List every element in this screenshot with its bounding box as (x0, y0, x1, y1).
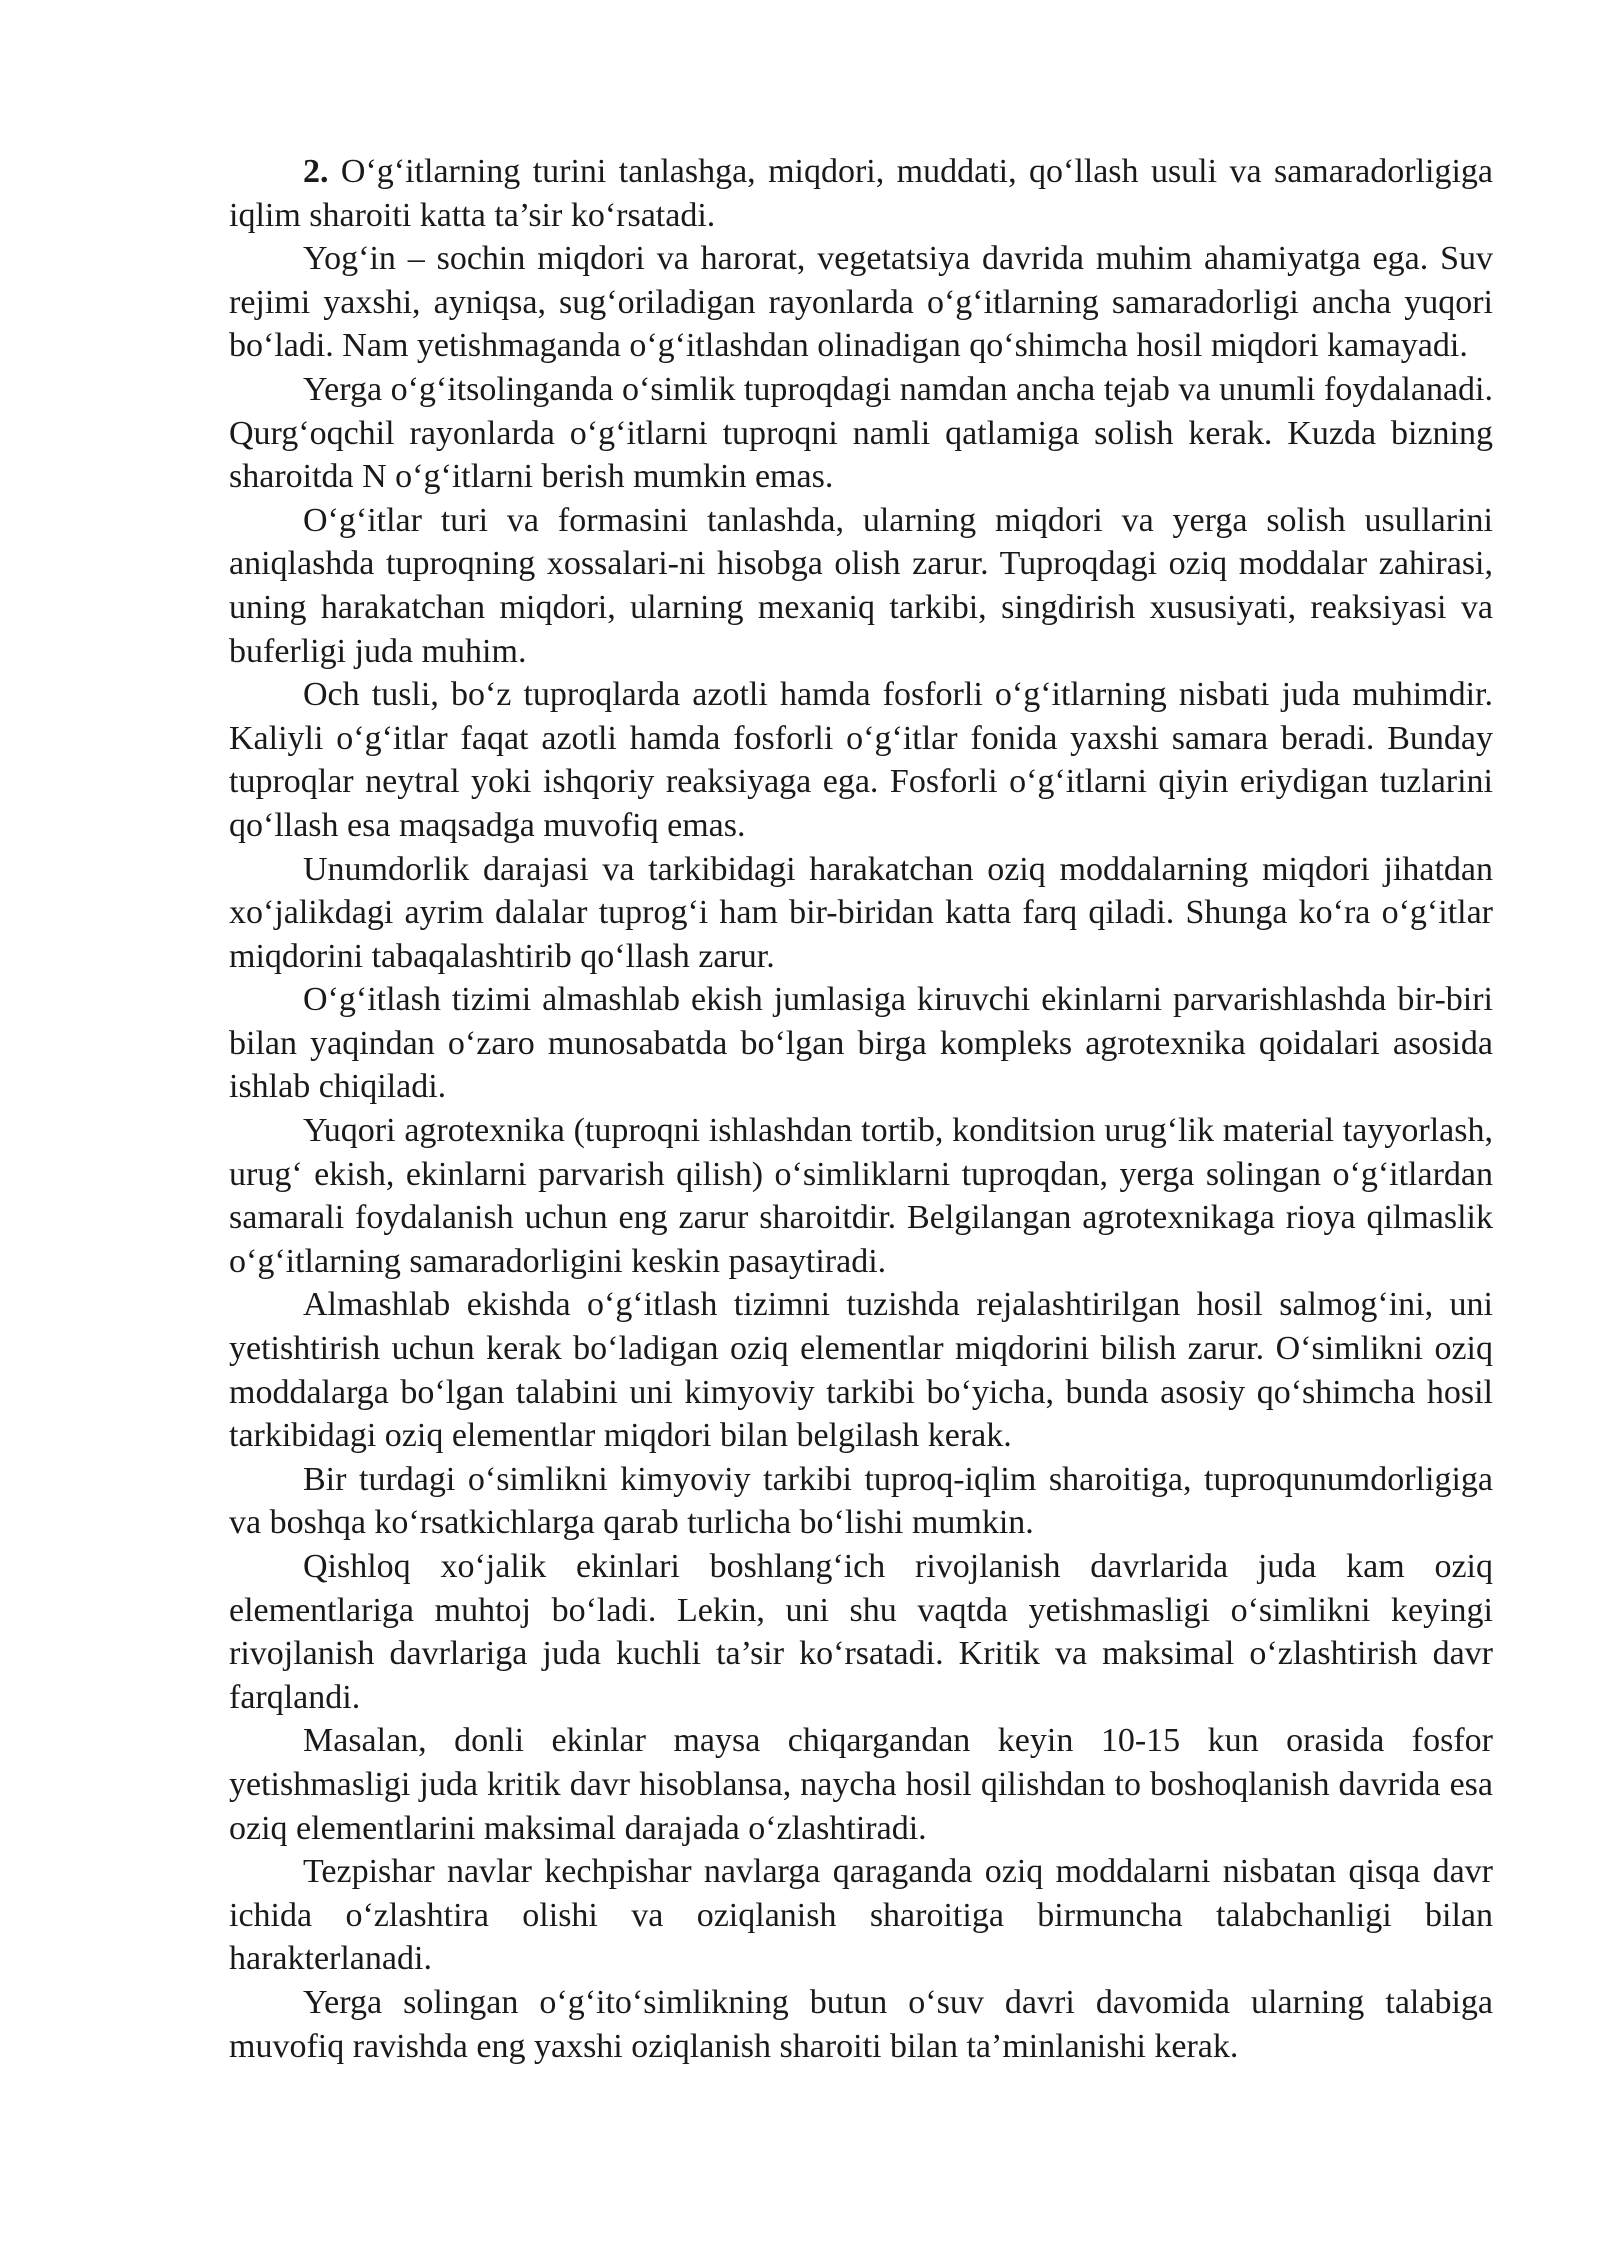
paragraph-text: O‘g‘itlarning turini tanlashga, miqdori, muddati, qo‘llash usuli va samaradorligiga iqlim sharoiti katta ta’sir ko‘rsatadi. (229, 153, 1493, 234)
paragraph-10: Bir turdagi o‘simlikni kimyoviy tarkibi tuproq-iqlim sharoitiga, tuproqunumdorligiga va boshqa ko‘rsatkichlarga qarab turlicha bo‘lishi mumkin. (229, 1460, 1493, 1542)
paragraph-11: Qishloq xo‘jalik ekinlari boshlang‘ich rivojlanish davrlarida juda kam oziq elementlariga muhtoj bo‘ladi. Lekin, uni shu vaqtda yetishmasligi o‘simlikni keyingi rivojlanish davrlariga juda kuchli ta’sir ko‘rsatadi. Kritik va maksimal o‘zlashtirish davr farqlandi. (229, 1548, 1493, 1716)
paragraph-8: Yuqori agrotexnika (tuproqni ishlashdan tortib, konditsion urug‘lik material tayyorlash, urug‘ ekish, ekinlarni parvarish qilish) o‘simliklarni tuproqdan, yerga solingan o‘g‘itlardan samarali foydalanish uchun eng zarur sharoitdir. Belgilangan agrotexnikaga rioya qilmaslik o‘g‘itlarning samaradorligini keskin pasaytiradi. (229, 1112, 1493, 1280)
body-text (229, 150, 1493, 2068)
paragraph-7: O‘g‘itlash tizimi almashlab ekish jumlasiga kiruvchi ekinlarni parvarishlashda bir-biri bilan yaqindan o‘zaro munosabatda bo‘lgan birga kompleks agrotexnika qoidalari asosida ishlab chiqiladi. (229, 981, 1493, 1106)
paragraph-number: 2. (303, 153, 329, 190)
paragraph-14: Yerga solingan o‘g‘ito‘simlikning butun o‘suv davri davomida ularning talabiga muvofiq ravishda eng yaxshi oziqlanish sharoiti bilan ta’minlanishi kerak. (229, 1983, 1493, 2065)
paragraph-3: Yerga o‘g‘itsolinganda o‘simlik tuproqdagi namdan ancha tejab va unumli foydalanadi. Qurg‘oqchil rayonlarda o‘g‘itlarni tuproqni namli qatlamiga solish kerak. Kuzda bizning sharoitda N o‘g‘itlarni berish mumkin emas. (229, 370, 1493, 496)
paragraph-2: Yog‘in – sochin miqdori va harorat, vegetatsiya davrida muhim ahamiyatga ega. Suv rejimi yaxshi, ayniqsa, sug‘oriladigan rayonlarda o‘g‘itlarning samaradorligi ancha yuqori bo‘ladi. Nam yetishmaganda o‘g‘itlashdan olinadigan qo‘shimcha hosil miqdori kamayadi. (229, 240, 1493, 365)
paragraph-4: O‘g‘itlar turi va formasini tanlashda, ularning miqdori va yerga solish usullarini aniqlashda tuproqning xossalari-ni hisobga olish zarur. Tuproqdagi oziq moddalar zahirasi, uning harakatchan miqdori, ularning mexaniq tarkibi, singdirish xususiyati, reaksiyasi va buferligi juda muhim. (229, 501, 1493, 670)
paragraph-12: Masalan, donli ekinlar maysa chiqargandan keyin 10-15 kun orasida fosfor yetishmasligi juda kritik davr hisoblansa, naycha hosil qilishdan to boshoqlanish davrida esa oziq elementlarini maksimal darajada o‘zlashtiradi. (229, 1722, 1493, 1847)
paragraph-5: Och tusli, bo‘z tuproqlarda azotli hamda fosforli o‘g‘itlarning nisbati juda muhimdir. Kaliyli o‘g‘itlar faqat azotli hamda fosforli o‘g‘itlar fonida yaxshi samara beradi. Bunday tuproqlar neytral yoki ishqoriy reaksiyaga ega. Fosforli o‘g‘itlarni qiyin eriydigan tuzlarini qo‘llash esa maqsadga muvofiq emas. (229, 676, 1493, 844)
paragraph-6: Unumdorlik darajasi va tarkibidagi harakatchan oziq moddalarning miqdori jihatdan xo‘jalikdagi ayrim dalalar tuprog‘i ham bir-biridan katta farq qiladi. Shunga ko‘ra o‘g‘itlar miqdorini tabaqalashtirib qo‘llash zarur. (229, 850, 1493, 975)
paragraph-9: Almashlab ekishda o‘g‘itlash tizimni tuzishda rejalashtirilgan hosil salmog‘ini, uni yetishtirish uchun kerak bo‘ladigan oziq elementlar miqdorini bilish zarur. O‘simlikni oziq moddalarga bo‘lgan talabini uni kimyoviy tarkibi bo‘yicha, bunda asosiy qo‘shimcha hosil tarkibidagi oziq elementlar miqdori bilan belgilash kerak. (229, 1286, 1493, 1455)
paragraph-13: Tezpishar navlar kechpishar navlarga qaraganda oziq moddalarni nisbatan qisqa davr ichida o‘zlashtira olishi va oziqlanish sharoitiga birmuncha talabchanligi bilan harakterlanadi. (229, 1853, 1493, 1978)
paragraph-1 (229, 150, 1493, 237)
